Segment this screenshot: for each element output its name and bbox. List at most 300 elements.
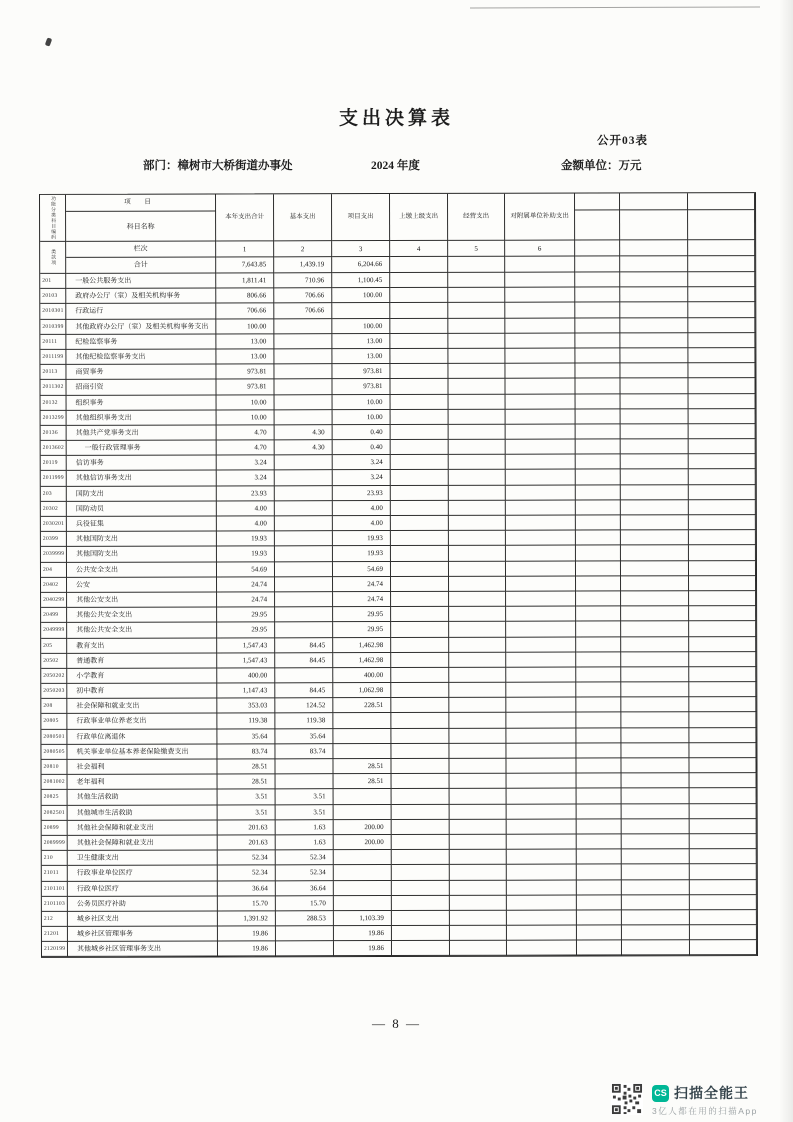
empty-cell (507, 926, 577, 941)
empty-cell (621, 622, 689, 637)
empty-cell (449, 546, 506, 561)
empty-cell (575, 333, 620, 348)
empty-cell (576, 546, 621, 561)
empty-cell (450, 880, 507, 895)
empty-cell (390, 288, 448, 303)
empty-cell (506, 531, 576, 546)
empty-cell (448, 318, 505, 333)
empty-cell (621, 454, 689, 469)
project: 0.40 (333, 425, 391, 440)
empty-cell (689, 394, 756, 409)
empty-cell (622, 773, 690, 788)
empty-cell (391, 713, 449, 728)
column-header-subsidy: 对附属单位补助支出 (505, 194, 575, 241)
total: 13.00 (216, 349, 274, 364)
lanci-number: 6 (505, 241, 575, 257)
empty-cell (391, 668, 449, 683)
column-header-operating: 经营支出 (448, 194, 505, 241)
empty-cell (576, 607, 621, 622)
empty-cell (449, 501, 506, 516)
project: 13.00 (332, 349, 390, 364)
empty-cell (688, 287, 755, 302)
empty-cell (505, 333, 575, 348)
project (334, 896, 392, 911)
empty-cell (450, 911, 507, 926)
subject-code: 2013602 (41, 441, 67, 456)
empty-header-cell (620, 210, 688, 240)
empty-cell (507, 941, 577, 956)
empty-cell (576, 652, 621, 667)
total: 29.95 (217, 607, 275, 622)
project (334, 865, 392, 880)
empty-cell (391, 516, 449, 531)
basic: 124.52 (275, 698, 333, 713)
total: 1,147.43 (217, 683, 275, 698)
basic: 84.45 (275, 653, 333, 668)
empty-cell (689, 713, 756, 728)
empty-cell (390, 349, 448, 364)
subject-code: 20136 (41, 426, 67, 441)
empty-cell (689, 530, 756, 545)
basic (275, 668, 333, 683)
empty-cell (449, 485, 506, 500)
subject-name: 城乡社区管理事务 (68, 927, 218, 943)
empty-cell (391, 561, 449, 576)
subject-code: 2013299 (41, 411, 67, 426)
total: 400.00 (217, 668, 275, 683)
empty-cell (449, 455, 506, 470)
empty-cell (450, 850, 507, 865)
empty-cell (507, 834, 577, 849)
subject-code: 2080505 (41, 745, 67, 760)
lanci-number: 3 (332, 241, 390, 257)
empty-cell (505, 288, 575, 303)
subject-code: 2101103 (42, 897, 68, 912)
empty-header-cell (575, 193, 620, 210)
empty-cell (689, 667, 756, 682)
total: 15.70 (218, 896, 276, 911)
project: 19.86 (334, 941, 392, 956)
subject-name: 机关事业单位基本养老保险缴费支出 (67, 744, 217, 760)
empty-cell (576, 713, 621, 728)
empty-cell (620, 256, 688, 272)
project (334, 805, 392, 820)
empty-cell (449, 744, 506, 759)
empty-cell (621, 394, 689, 409)
subject-code: 2011199 (40, 350, 66, 365)
empty-cell (621, 561, 689, 576)
project (334, 850, 392, 865)
empty-cell (449, 728, 506, 743)
qr-code-icon (611, 1083, 643, 1115)
subject-name: 其他社会保障和就业支出 (68, 820, 218, 836)
basic: 35.64 (275, 729, 333, 744)
subject-name: 其他国防支出 (67, 547, 217, 563)
project: 973.81 (332, 364, 390, 379)
subject-name: 行政事业单位医疗 (68, 866, 218, 882)
page-number: — 8 — (372, 1016, 421, 1031)
project: 100.00 (332, 288, 390, 303)
basic: 4.30 (275, 440, 333, 455)
subject-name: 组织事务 (67, 395, 217, 411)
subject-name: 一般行政管理事务 (67, 441, 217, 457)
empty-cell (689, 637, 756, 652)
empty-cell (392, 774, 450, 789)
empty-cell (449, 698, 506, 713)
empty-cell (621, 546, 689, 561)
empty-cell (575, 364, 620, 379)
empty-cell (577, 789, 622, 804)
empty-cell (449, 622, 506, 637)
empty-cell (392, 804, 450, 819)
empty-cell (450, 865, 507, 880)
empty-cell (506, 652, 576, 667)
empty-cell (449, 668, 506, 683)
empty-cell (622, 819, 690, 834)
empty-cell (391, 607, 449, 622)
empty-header-cell (620, 193, 688, 210)
empty-cell (690, 804, 757, 819)
empty-cell (392, 896, 450, 911)
subject-name: 兵役征集 (67, 516, 217, 532)
empty-cell (688, 302, 755, 317)
subject-code: 21201 (42, 927, 68, 942)
subject-name: 卫生健康支出 (68, 851, 218, 867)
empty-cell (690, 910, 757, 925)
project (334, 789, 392, 804)
empty-cell (688, 240, 755, 256)
empty-cell (621, 500, 689, 515)
project: 28.51 (333, 759, 391, 774)
project: 0.40 (333, 440, 391, 455)
empty-cell (505, 318, 575, 333)
empty-cell (690, 819, 757, 834)
subject-name: 社会福利 (67, 759, 217, 775)
subject-code: 2030201 (41, 517, 67, 532)
empty-cell (621, 424, 689, 439)
empty-cell (621, 530, 689, 545)
empty-cell (392, 911, 450, 926)
basic: 84.45 (275, 638, 333, 653)
empty-cell (506, 576, 576, 591)
basic: 3.51 (276, 805, 334, 820)
project: 4.00 (333, 501, 391, 516)
empty-cell (391, 546, 449, 561)
lanci-number: 4 (390, 241, 448, 257)
subject-code: 2011999 (41, 471, 67, 486)
basic (274, 334, 332, 349)
empty-cell (689, 758, 756, 773)
basic (276, 941, 334, 956)
project: 1,462.98 (333, 638, 391, 653)
empty-cell (575, 318, 620, 333)
total: 35.64 (217, 729, 275, 744)
empty-cell (391, 485, 449, 500)
subject-name: 国防支出 (67, 486, 217, 502)
total: 201.63 (218, 820, 276, 835)
empty-cell (506, 591, 576, 606)
subject-code: 20825 (42, 790, 68, 805)
empty-cell (577, 834, 622, 849)
subject-code: 205 (41, 638, 67, 653)
document-title: 支出决算表 (338, 108, 454, 129)
column-header-upturned: 上缴上级支出 (390, 194, 448, 241)
empty-cell (577, 774, 622, 789)
column-header-project: 项目支出 (332, 194, 390, 241)
empty-cell (621, 743, 689, 758)
empty-cell (689, 576, 756, 591)
empty-cell (576, 470, 621, 485)
code-band-label: 类款项 (40, 242, 66, 274)
empty-cell (448, 288, 505, 303)
project: 100.00 (332, 319, 390, 334)
watermark-slogan: 3亿人都在用的扫描App (652, 1106, 758, 1116)
empty-cell (392, 865, 450, 880)
subject-name: 其他社会保障和就业支出 (68, 835, 218, 851)
subject-code: 2101101 (42, 881, 68, 896)
empty-cell (391, 501, 449, 516)
empty-cell (620, 303, 688, 318)
column-header-total: 本年支出合计 (216, 194, 274, 241)
basic: 83.74 (275, 744, 333, 759)
empty-cell (506, 394, 576, 409)
empty-cell (620, 379, 688, 394)
total: 4.00 (217, 516, 275, 531)
subject-name: 政府办公厅（室）及相关机构事务 (66, 289, 216, 305)
empty-cell (391, 394, 449, 409)
project: 28.51 (334, 774, 392, 789)
basic (275, 486, 333, 501)
subject-code: 2011302 (40, 380, 66, 395)
project: 13.00 (332, 334, 390, 349)
empty-cell (449, 759, 506, 774)
empty-cell (576, 394, 621, 409)
subject-code: 20399 (41, 532, 67, 547)
basic (274, 349, 332, 364)
basic: 706.66 (274, 304, 332, 319)
basic: 52.34 (276, 865, 334, 880)
empty-cell (450, 926, 507, 941)
total: 353.03 (217, 699, 275, 714)
empty-cell (506, 743, 576, 758)
empty-cell (689, 424, 756, 439)
watermark-brand-name: 扫描全能王 (674, 1085, 749, 1101)
subject-code: 20302 (41, 502, 67, 517)
subject-code: 20103 (40, 289, 66, 304)
empty-cell (391, 425, 449, 440)
empty-cell (506, 698, 576, 713)
empty-cell (505, 273, 575, 288)
subject-name: 招商引资 (66, 380, 216, 396)
basic: 288.53 (276, 911, 334, 926)
total: 54.69 (217, 562, 275, 577)
subject-code: 20119 (41, 456, 67, 471)
empty-cell (449, 440, 506, 455)
empty-cell (391, 531, 449, 546)
basic (275, 547, 333, 562)
total: 201.63 (218, 835, 276, 850)
empty-cell (576, 576, 621, 591)
empty-cell (576, 698, 621, 713)
empty-cell (391, 577, 449, 592)
empty-cell (507, 910, 577, 925)
empty-cell (688, 272, 755, 287)
empty-cell (576, 743, 621, 758)
empty-cell (690, 788, 757, 803)
empty-cell (506, 409, 576, 424)
empty-cell (689, 500, 756, 515)
total: 119.38 (217, 714, 275, 729)
empty-cell (448, 303, 505, 318)
basic (275, 759, 333, 774)
scan-artifact-speck (45, 37, 52, 46)
project: 4.00 (333, 516, 391, 531)
total: 29.95 (217, 623, 275, 638)
subject-code: 2082501 (42, 805, 68, 820)
subject-code: 201 (40, 274, 66, 289)
basic: 1.63 (276, 835, 334, 850)
project: 54.69 (333, 562, 391, 577)
empty-cell (507, 865, 577, 880)
subject-name: 信访事务 (67, 456, 217, 472)
empty-cell (391, 744, 449, 759)
empty-cell (391, 637, 449, 652)
empty-cell (577, 925, 622, 940)
basic (275, 592, 333, 607)
empty-cell (575, 348, 620, 363)
empty-cell (577, 895, 622, 910)
empty-cell (506, 440, 576, 455)
subject-code: 2081002 (42, 775, 68, 790)
empty-cell (390, 303, 448, 318)
total: 973.81 (216, 380, 274, 395)
empty-cell (621, 637, 689, 652)
empty-cell (621, 713, 689, 728)
subject-code: 20502 (41, 654, 67, 669)
empty-cell (391, 470, 449, 485)
total: 806.66 (216, 289, 274, 304)
total: 4.70 (217, 440, 275, 455)
subject-code: 21011 (42, 866, 68, 881)
empty-cell (506, 607, 576, 622)
empty-cell (690, 864, 757, 879)
empty-cell (449, 652, 506, 667)
subject-code: 2050203 (41, 684, 67, 699)
empty-cell (448, 349, 505, 364)
empty-cell (690, 880, 757, 895)
empty-cell (505, 348, 575, 363)
basic (275, 455, 333, 470)
subject-name: 其他国防支出 (67, 532, 217, 548)
empty-cell (575, 303, 620, 318)
empty-cell (505, 303, 575, 318)
project: 228.51 (333, 698, 391, 713)
empty-cell (506, 500, 576, 515)
empty-cell (576, 728, 621, 743)
basic (276, 774, 334, 789)
empty-cell (449, 394, 506, 409)
empty-cell (577, 804, 622, 819)
empty-cell (622, 880, 690, 895)
project: 19.93 (333, 546, 391, 561)
basic: 706.66 (274, 288, 332, 303)
empty-cell (448, 333, 505, 348)
empty-cell (620, 333, 688, 348)
empty-cell (689, 682, 756, 697)
subject-name: 其他信访事务支出 (67, 471, 217, 487)
empty-cell (449, 576, 506, 591)
project (333, 744, 391, 759)
basic: 15.70 (276, 896, 334, 911)
total: 973.81 (216, 364, 274, 379)
empty-header-cell (575, 210, 620, 240)
project: 200.00 (334, 820, 392, 835)
empty-cell (507, 895, 577, 910)
basic (274, 364, 332, 379)
subject-name: 其他公共安全支出 (67, 608, 217, 624)
empty-cell (507, 804, 577, 819)
subject-code: 2049999 (41, 623, 67, 638)
grand-total-label: 合计 (66, 257, 216, 273)
empty-cell (688, 348, 755, 363)
lanci-number: 1 (216, 241, 274, 257)
empty-cell (576, 455, 621, 470)
total: 3.24 (217, 456, 275, 471)
empty-cell (450, 835, 507, 850)
project: 3.24 (333, 470, 391, 485)
subject-code: 210 (42, 851, 68, 866)
empty-cell (505, 379, 575, 394)
subject-code: 2080501 (41, 729, 67, 744)
basic (275, 501, 333, 516)
table-corner-label: 项 目 (66, 194, 216, 211)
empty-cell (689, 697, 756, 712)
empty-cell (506, 516, 576, 531)
empty-cell (621, 591, 689, 606)
total: 3.51 (218, 790, 276, 805)
empty-cell (621, 515, 689, 530)
subject-name: 其他城市生活救助 (68, 805, 218, 821)
empty-cell (577, 865, 622, 880)
subject-name: 公务员医疗补助 (68, 896, 218, 912)
empty-cell (575, 288, 620, 303)
column-header-subject-code: 功能分类科目编码 (40, 195, 66, 242)
empty-cell (448, 364, 505, 379)
subject-name: 老年福利 (68, 775, 218, 791)
empty-cell (576, 561, 621, 576)
empty-cell (506, 683, 576, 698)
basic: 3.51 (276, 790, 334, 805)
grand-total-project: 6,204.66 (332, 257, 390, 273)
project: 1,103.39 (334, 911, 392, 926)
basic (275, 607, 333, 622)
total: 1,391.92 (218, 911, 276, 926)
subject-name: 其他公共安全支出 (67, 623, 217, 639)
basic: 52.34 (276, 850, 334, 865)
subject-name: 其他生活救助 (68, 790, 218, 806)
project: 10.00 (333, 395, 391, 410)
subject-name: 国防动员 (67, 501, 217, 517)
project: 1,062.98 (333, 683, 391, 698)
empty-cell (690, 895, 757, 910)
empty-cell (390, 364, 448, 379)
empty-cell (450, 941, 507, 956)
amount-unit-label: 金额单位：万元 (561, 160, 642, 172)
subject-name: 商贸事务 (66, 365, 216, 381)
empty-cell (392, 820, 450, 835)
fiscal-year-label: 2024 年度 (371, 160, 420, 172)
empty-cell (688, 363, 755, 378)
